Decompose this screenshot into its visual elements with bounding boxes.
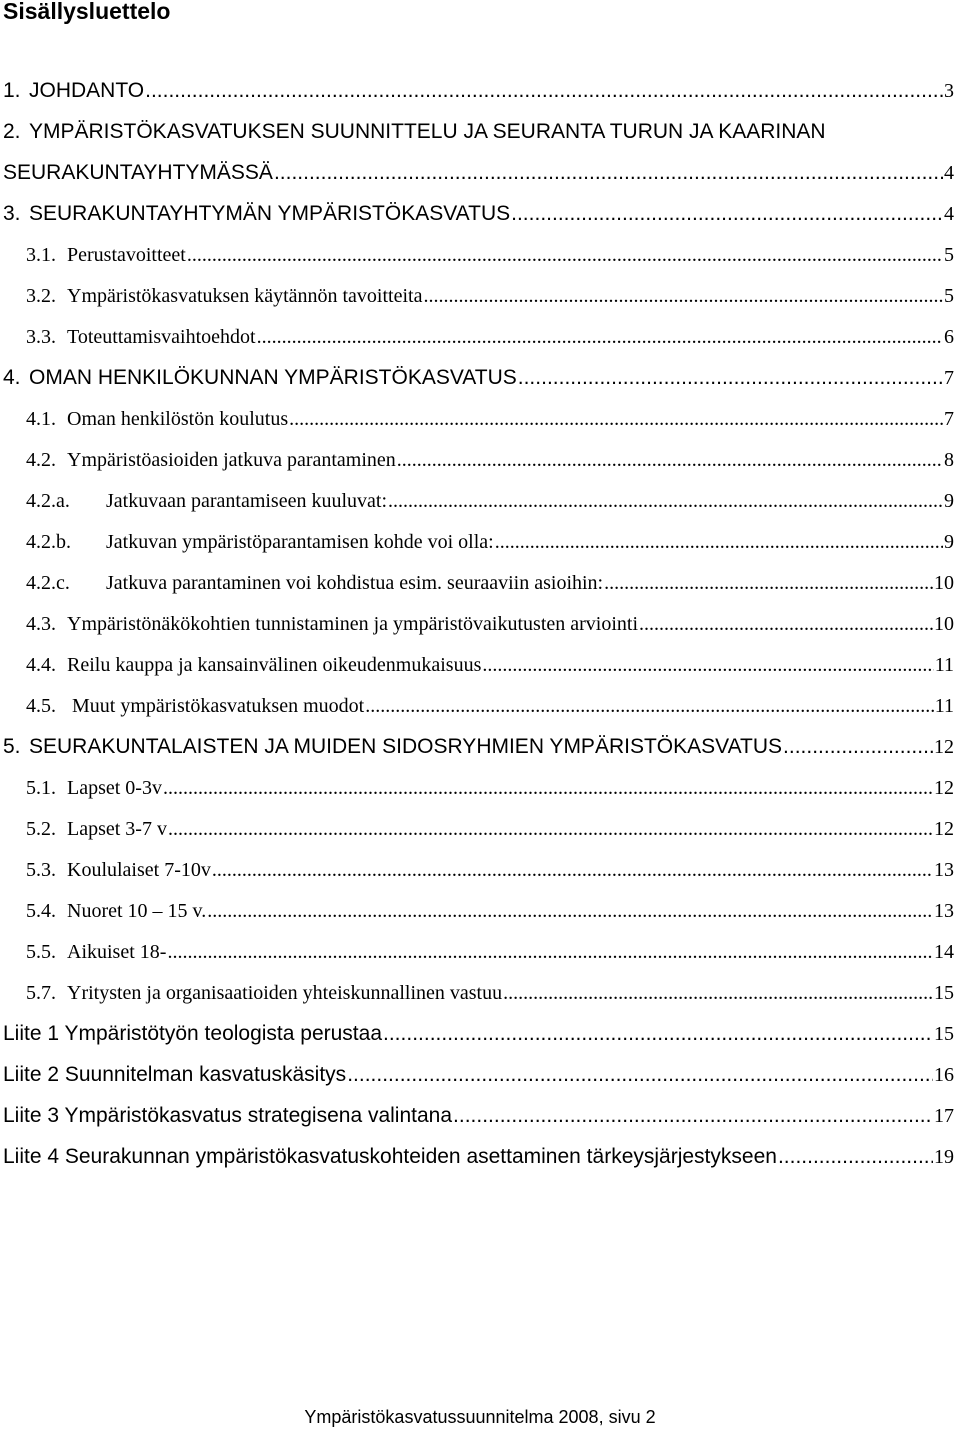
toc-entry-title: Lapset 3-7 v bbox=[67, 818, 167, 840]
toc-entry-page-number: 11 bbox=[934, 654, 954, 676]
toc-dot-leader bbox=[423, 281, 943, 311]
toc-dot-leader bbox=[639, 609, 933, 639]
toc-entry-title: Ympäristöasioiden jatkuva parantaminen bbox=[67, 449, 396, 471]
toc-entry-number: 4.2.b. bbox=[26, 531, 71, 553]
toc-entry-number: 5. bbox=[3, 735, 21, 758]
toc-entry[interactable] bbox=[26, 691, 954, 721]
toc-entry[interactable] bbox=[26, 568, 954, 598]
toc-entry-title: Jatkuva parantaminen voi kohdistua esim. seuraaviin asioihin: bbox=[106, 572, 604, 594]
footer-text: Ympäristökasvatussuunnitelma 2008, sivu 2 bbox=[304, 1407, 656, 1427]
toc-dot-leader bbox=[187, 240, 943, 270]
toc-entry-page-number: 15 bbox=[934, 982, 954, 1004]
toc-entry-title: Yritysten ja organisaatioiden yhteiskunnallinen vastuu bbox=[67, 982, 503, 1004]
toc-entry-number: 5.7. bbox=[26, 982, 56, 1004]
toc-entry[interactable] bbox=[26, 404, 954, 434]
toc-entry-page-number: 19 bbox=[934, 1146, 954, 1168]
toc-dot-leader bbox=[289, 404, 943, 434]
toc-entry-title: Muut ympäristökasvatuksen muodot bbox=[72, 695, 365, 717]
toc-entry-title: OMAN HENKILÖKUNNAN YMPÄRISTÖKASVATUS bbox=[29, 366, 517, 389]
toc-entry-page-number: 6 bbox=[944, 326, 954, 348]
toc-dot-leader bbox=[145, 76, 943, 106]
toc-entry-title: Ympäristönäkökohtien tunnistaminen ja ympäristövaikutusten arviointi bbox=[67, 613, 639, 635]
toc-dot-leader bbox=[163, 773, 933, 803]
toc-entry[interactable] bbox=[26, 527, 954, 557]
toc-entry-title: Oman henkilöstön koulutus bbox=[67, 408, 289, 430]
toc-entry-page-number: 10 bbox=[934, 572, 954, 594]
toc-entry-title: Liite 3 Ympäristökasvatus strategisena valintana bbox=[3, 1104, 453, 1127]
toc-entry-title: Lapset 0-3v bbox=[67, 777, 162, 799]
toc-entry-number: 4.3. bbox=[26, 613, 56, 635]
toc-dot-leader bbox=[347, 1060, 933, 1090]
toc-entry-number: 5.4. bbox=[26, 900, 56, 922]
toc-entry-page-number: 16 bbox=[934, 1064, 954, 1086]
toc-entry[interactable] bbox=[3, 363, 954, 393]
toc-entry-number: 5.1. bbox=[26, 777, 56, 799]
toc-entry-number: 4.2.c. bbox=[26, 572, 70, 594]
toc-dot-leader bbox=[511, 199, 943, 229]
toc-entry-title: Jatkuvan ympäristöparantamisen kohde voi olla: bbox=[106, 531, 494, 553]
toc-entry-title: Liite 1 Ympäristötyön teologista perustaa bbox=[3, 1022, 383, 1045]
toc-entry-page-number: 5 bbox=[944, 285, 954, 307]
toc-entry-title: Perustavoitteet bbox=[67, 244, 186, 266]
toc-entry-page-number: 10 bbox=[934, 613, 954, 635]
toc-entry[interactable] bbox=[26, 855, 954, 885]
toc-entry-page-number: 12 bbox=[934, 818, 954, 840]
toc-entry-page-number: 17 bbox=[934, 1105, 954, 1127]
toc-entry-title: Liite 2 Suunnitelman kasvatuskäsitys bbox=[3, 1063, 347, 1086]
toc-entry[interactable] bbox=[26, 240, 954, 270]
toc-dot-leader bbox=[168, 814, 933, 844]
toc-entry-title: Reilu kauppa ja kansainvälinen oikeudenmukaisuus bbox=[67, 654, 482, 676]
toc-entry-title: Koululaiset 7-10v bbox=[67, 859, 211, 881]
toc-entry-title: Jatkuvaan parantamiseen kuuluvat: bbox=[106, 490, 388, 512]
toc-dot-leader bbox=[783, 732, 933, 762]
toc-entry-page-number: 12 bbox=[934, 736, 954, 758]
toc-entry[interactable] bbox=[26, 486, 954, 516]
toc-dot-leader bbox=[257, 322, 943, 352]
toc-entry[interactable] bbox=[26, 609, 954, 639]
toc-entry-page-number: 8 bbox=[944, 449, 954, 471]
toc-entry[interactable] bbox=[3, 199, 954, 229]
toc-entry-page-number: 13 bbox=[934, 859, 954, 881]
toc-dot-leader bbox=[495, 527, 943, 557]
toc-entry-title: YMPÄRISTÖKASVATUKSEN SUUNNITTELU JA SEURANTA TURUN JA KAARINAN bbox=[29, 120, 826, 143]
toc-entry[interactable] bbox=[3, 117, 954, 147]
toc-entry[interactable] bbox=[26, 814, 954, 844]
toc-entry[interactable] bbox=[3, 1019, 954, 1049]
toc-entry-page-number: 13 bbox=[934, 900, 954, 922]
toc-entry-number: 4. bbox=[3, 366, 21, 389]
toc-entry-page-number: 5 bbox=[944, 244, 954, 266]
toc-entry[interactable] bbox=[3, 158, 954, 188]
toc-entry[interactable] bbox=[3, 1142, 954, 1172]
page-title: Sisällysluettelo bbox=[3, 0, 171, 24]
toc-entry-title: JOHDANTO bbox=[29, 79, 145, 102]
toc-dot-leader bbox=[397, 445, 943, 475]
toc-entry-number: 1. bbox=[3, 79, 21, 102]
toc-entry[interactable] bbox=[26, 773, 954, 803]
toc-entry-number: 3.1. bbox=[26, 244, 56, 266]
toc-entry-number: 3. bbox=[3, 202, 21, 225]
toc-entry-number: 4.1. bbox=[26, 408, 56, 430]
toc-entry[interactable] bbox=[3, 1060, 954, 1090]
toc-entry-number: 5.3. bbox=[26, 859, 56, 881]
toc-entry-page-number: 7 bbox=[944, 408, 954, 430]
page-footer bbox=[0, 1405, 960, 1429]
toc-entry[interactable] bbox=[3, 76, 954, 106]
toc-entry[interactable] bbox=[26, 937, 954, 967]
toc-entry-number: 5.2. bbox=[26, 818, 56, 840]
toc-entry-page-number: 9 bbox=[944, 531, 954, 553]
toc-entry-title: SEURAKUNTAYHTYMÄN YMPÄRISTÖKASVATUS bbox=[29, 202, 511, 225]
toc-entry[interactable] bbox=[26, 896, 954, 926]
toc-entry[interactable] bbox=[26, 445, 954, 475]
toc-dot-leader bbox=[453, 1101, 933, 1131]
toc-entry-page-number: 11 bbox=[934, 695, 954, 717]
toc-dot-leader bbox=[207, 896, 933, 926]
toc-entry-page-number: 14 bbox=[934, 941, 954, 963]
toc-dot-leader bbox=[167, 937, 933, 967]
toc-entry-number: 4.2. bbox=[26, 449, 56, 471]
toc-entry-number: 5.5. bbox=[26, 941, 56, 963]
toc-entry-page-number: 3 bbox=[944, 80, 954, 102]
toc-entry-number: 2. bbox=[3, 120, 21, 143]
toc-entry-title: SEURAKUNTALAISTEN JA MUIDEN SIDOSRYHMIEN YMPÄRISTÖKASVATUS bbox=[29, 735, 783, 758]
toc-dot-leader bbox=[212, 855, 933, 885]
toc-entry[interactable] bbox=[3, 1101, 954, 1131]
toc-dot-leader bbox=[482, 650, 933, 680]
toc-dot-leader bbox=[778, 1142, 933, 1172]
toc-entry[interactable] bbox=[3, 732, 954, 762]
toc-entry-page-number: 15 bbox=[934, 1023, 954, 1045]
toc-entry-title: SEURAKUNTAYHTYMÄSSÄ bbox=[3, 161, 273, 184]
toc-entry-number: 3.2. bbox=[26, 285, 56, 307]
toc-entry[interactable] bbox=[26, 978, 954, 1008]
toc-dot-leader bbox=[604, 568, 933, 598]
toc-entry-number: 3.3. bbox=[26, 326, 56, 348]
toc-entry-title: Aikuiset 18- bbox=[67, 941, 167, 963]
toc-entry-title: Liite 4 Seurakunnan ympäristökasvatuskohteiden asettaminen tärkeysjärjestykseen bbox=[3, 1145, 777, 1168]
toc-entry-number: 4.4. bbox=[26, 654, 56, 676]
toc-dot-leader bbox=[503, 978, 933, 1008]
toc-entry-page-number: 4 bbox=[944, 203, 954, 225]
toc-dot-leader bbox=[388, 486, 943, 516]
toc-entry-title: Nuoret 10 – 15 v. bbox=[67, 900, 207, 922]
toc-entry[interactable] bbox=[26, 650, 954, 680]
toc-dot-leader bbox=[383, 1019, 933, 1049]
toc-entry[interactable] bbox=[26, 281, 954, 311]
toc-entry-page-number: 9 bbox=[944, 490, 954, 512]
toc-entry-page-number: 12 bbox=[934, 777, 954, 799]
toc-entry-title: Ympäristökasvatuksen käytännön tavoitteita bbox=[67, 285, 423, 307]
toc-entry-number: 4.2.a. bbox=[26, 490, 70, 512]
toc-dot-leader bbox=[274, 158, 943, 188]
toc-entry-page-number: 7 bbox=[944, 367, 954, 389]
toc-dot-leader bbox=[518, 363, 943, 393]
toc-dot-leader bbox=[365, 691, 934, 721]
toc-entry-number: 4.5. bbox=[26, 695, 56, 717]
toc-entry[interactable] bbox=[26, 322, 954, 352]
toc-entry-title: Toteuttamisvaihtoehdot bbox=[67, 326, 256, 348]
toc-entry-page-number: 4 bbox=[944, 162, 954, 184]
